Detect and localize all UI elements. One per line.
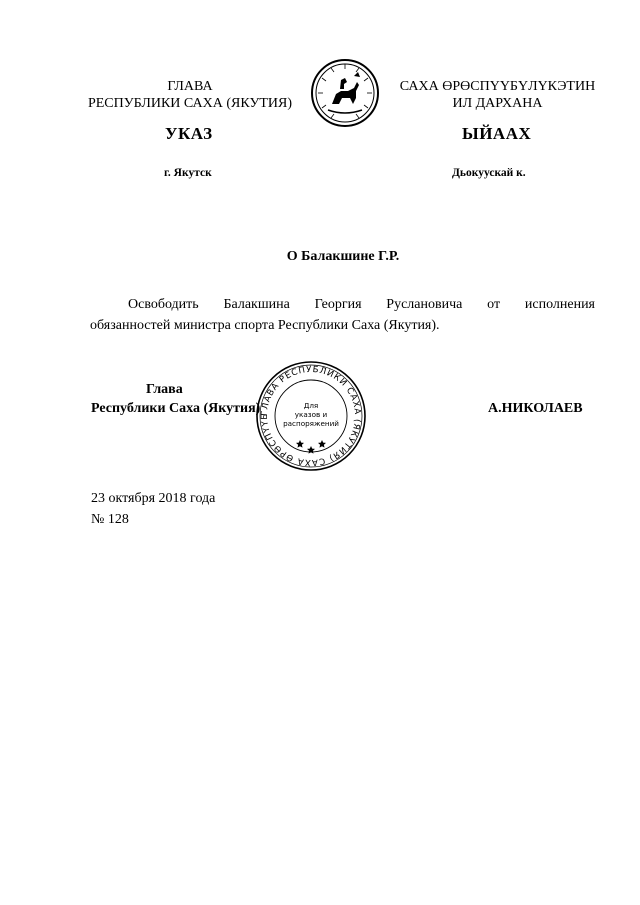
- decree-date: 23 октября 2018 года: [91, 491, 216, 506]
- decree-number: № 128: [91, 512, 129, 527]
- header-right-line1: САХА ӨРӨСПҮҮБҮЛҮКЭТИН: [399, 79, 596, 94]
- city-russian: г. Якутск: [164, 167, 212, 179]
- header-left-line2: РЕСПУБЛИКИ САХА (ЯКУТИЯ): [87, 96, 293, 111]
- header-left-line1: ГЛАВА: [167, 79, 213, 94]
- signature-name: А.НИКОЛАЕВ: [488, 401, 583, 416]
- decree-subject: О Балакшине Г.Р.: [286, 249, 400, 264]
- official-stamp: [255, 360, 367, 472]
- coat-of-arms-emblem: [310, 58, 380, 128]
- document-type-russian: УКАЗ: [165, 124, 213, 143]
- signature-role-line2: Республики Саха (Якутия): [91, 401, 261, 416]
- signature-role-line1: Глава: [146, 382, 183, 397]
- stamp-ring-text: ГЛАВА РЕСПУБЛИКИ САХА (ЯКУТИЯ) САХА ӨРӨСПҮҮБ: [259, 364, 363, 468]
- document-type-yakut: ЫЙААХ: [462, 124, 532, 143]
- decree-body-line2: обязанностей министра спорта Республики Саха (Якутия).: [90, 318, 440, 333]
- city-yakut: Дьокуускай к.: [452, 167, 526, 179]
- header-right-line2: ИЛ ДАРХАНА: [452, 96, 543, 111]
- decree-body: [90, 294, 595, 336]
- stamp-center-line2: указов и: [294, 410, 328, 419]
- header-left: [70, 78, 310, 112]
- stamp-center-line1: Для: [303, 401, 319, 410]
- stamp-center-line3: распоряжений: [283, 419, 339, 428]
- decree-body-line1: Освободить Балакшина Георгия Руслановича от исполнения: [128, 297, 595, 312]
- header-right: [395, 78, 600, 112]
- stamp-star-icons: [296, 440, 326, 454]
